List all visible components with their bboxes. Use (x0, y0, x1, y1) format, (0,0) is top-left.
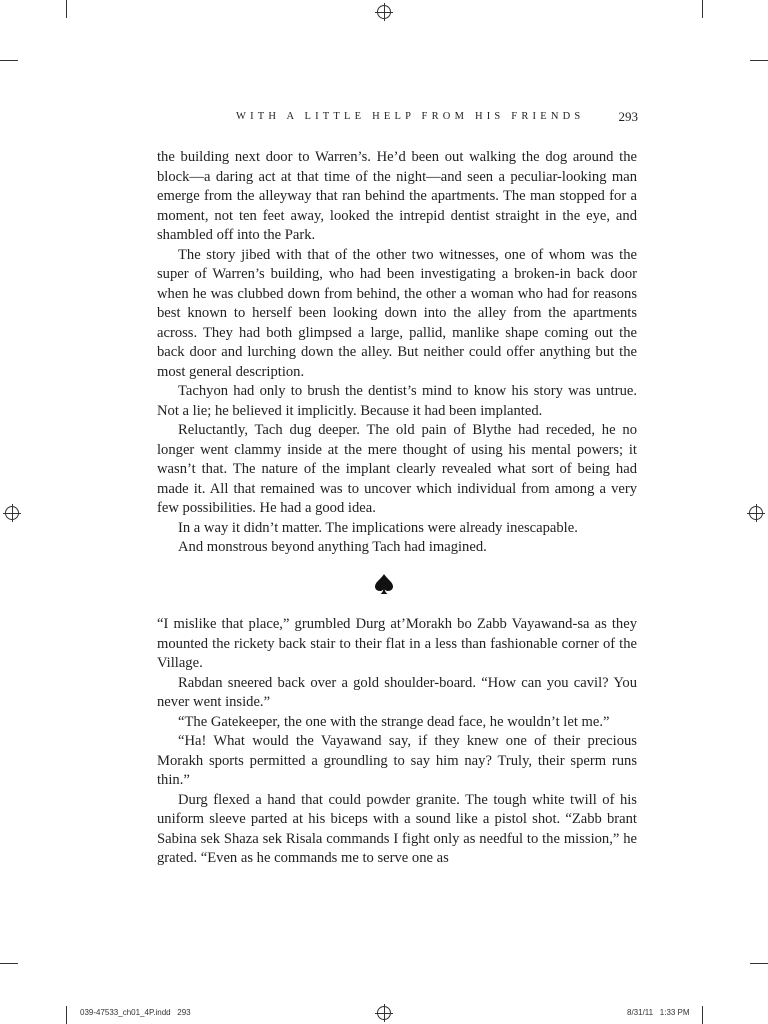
paragraph: “The Gatekeeper, the one with the strange dead face, he wouldn’t let me.” (178, 713, 610, 730)
text-block-2 (157, 615, 637, 869)
crop-mark-right-bottom (750, 963, 768, 964)
crop-mark-right-top (750, 60, 768, 61)
paragraph: Reluctantly, Tach dug deeper. The old pain of Blythe had receded, he no longer went clammy inside at the mere thought of using his mental powers; it wasn’t that. The nature of the implant clearly revealed what sort of being had made it. All that remained was to uncover which individual from among a very few possibilities. He had a good idea. (157, 422, 637, 516)
registration-mark-left-icon (5, 506, 19, 520)
crop-mark-bottom-right (702, 1006, 703, 1024)
paragraph: Tachyon had only to brush the dentist’s mind to know his story was untrue. Not a lie; he believed it implicitly. Because it had been implanted. (157, 383, 637, 419)
paragraph: In a way it didn’t matter. The implications were already inescapable. (178, 519, 578, 536)
paragraph: The story jibed with that of the other two witnesses, one of whom was the super of Warren’s building, who had been investigating a broken-in back door when he was clubbed down from behind, the other a woman who had for reasons best known to herself been looking down into the alley from the apartments across. They had both glimpsed a large, pallid, manlike shape coming out the back door and lurching down the alley. But neither could offer anything but the most general description. (157, 246, 637, 380)
crop-mark-left-top (0, 60, 18, 61)
crop-mark-left-bottom (0, 963, 18, 964)
crop-mark-top-right (702, 0, 703, 18)
crop-mark-bottom-left (66, 1006, 67, 1024)
crop-mark-top-left (66, 0, 67, 18)
text-block-1 (157, 148, 637, 558)
registration-mark-right-icon (749, 506, 763, 520)
slug-filename: 039-47533_ch01_4P.indd 293 (80, 1008, 191, 1017)
spade-icon (372, 572, 396, 596)
paragraph: Rabdan sneered back over a gold shoulder-board. “How can you cavil? You never went inside.” (157, 674, 637, 710)
registration-mark-top-icon (377, 5, 391, 19)
paragraph: the building next door to Warren’s. He’d been out walking the dog around the block—a daring act at that time of the night—and seen a peculiar-looking man emerge from the alleyway that ran behind the apartments. The man stopped for a moment, not ten feet away, looked the intrepid dentist straight in the eye, and shambled off into the Park. (157, 149, 637, 243)
paragraph: “Ha! What would the Vayawand say, if they knew one of their precious Morakh sports permitted a groundling to say him nay? Truly, their sperm runs thin.” (157, 733, 637, 788)
paragraph: “I mislike that place,” grumbled Durg at’Morakh bo Zabb Vayawand-sa as they mounted the rickety back stair to their flat in a less than fashionable corner of the Village. (157, 616, 637, 671)
paragraph: Durg flexed a hand that could powder granite. The tough white twill of his uniform sleeve parted at his biceps with a sound like a pistol shot. “Zabb brant Sabina sek Shaza sek Risala commands I fight only as needful to the mission,” he grated. “Even as he commands me to serve one as (157, 791, 637, 866)
registration-mark-bottom-icon (377, 1006, 391, 1020)
page-number: 293 (618, 109, 638, 124)
slug-datetime: 8/31/11 1:33 PM (627, 1008, 690, 1017)
running-head: WITH A LITTLE HELP FROM HIS FRIENDS (236, 111, 585, 122)
paragraph: And monstrous beyond anything Tach had imagined. (178, 539, 487, 555)
